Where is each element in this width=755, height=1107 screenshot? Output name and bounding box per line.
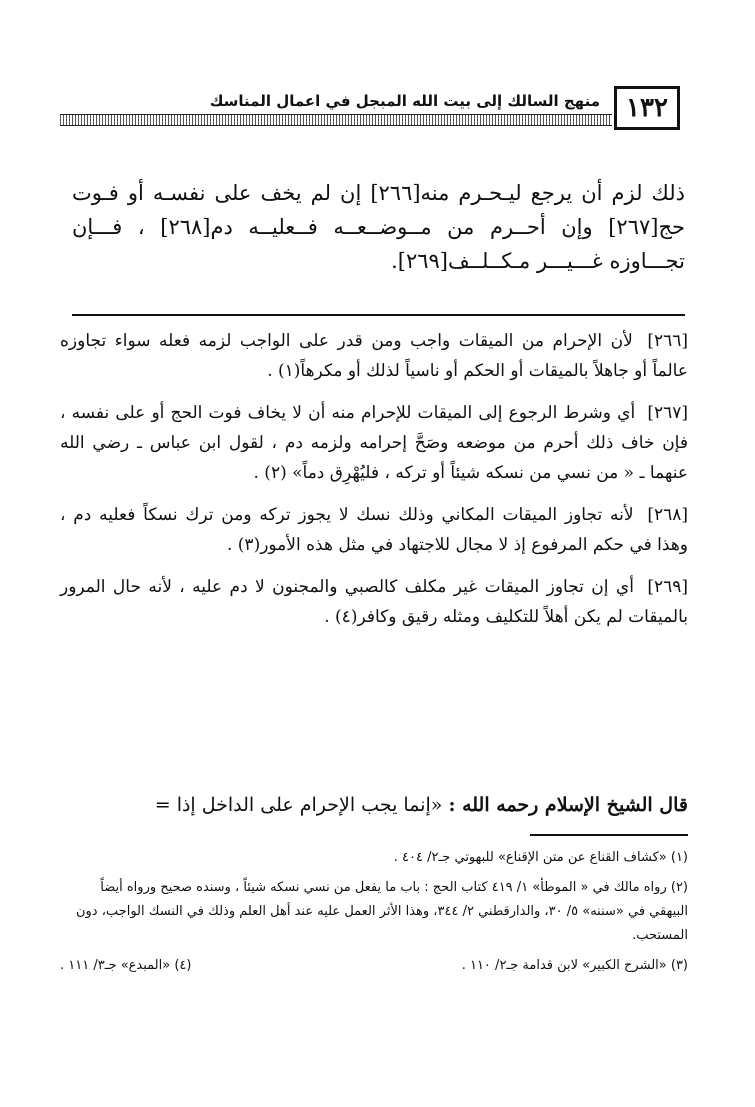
- footnote: (٢) رواه مالك في « الموطأ» ١/ ٤١٩ كتاب الحج : باب ما يفعل من نسي نسكه شيئاً ، وسنده صحيح ورواه أيضاً البيهقي في «سننه» ٥/ ٣٠، والدارقطني ٢/ ٣٤٤، وهذا الأثر العمل عليه عند أهل العلم وذلك في النسك الواجب، دون المستحب.: [75, 880, 688, 943]
- footnote-divider: [530, 834, 688, 836]
- main-text-line: تجـــاوزه غـــيـــر مـكــلــف[٢٦٩].: [391, 249, 685, 273]
- header-rule: [60, 114, 612, 126]
- note-text: أي وشرط الرجوع إلى الميقات للإحرام منه أن لا يخاف فوت الحج أو على نفسه ، فإن خاف ذلك أحرم من موضعه وصَحَّ إحرامه ولزمه دم ، لقول ابن عباس ـ رضي الله عنهما ـ « من نسي من نسكه شيئاً أو تركه ، فليُهْرِق دماً» (٢) .: [60, 403, 688, 483]
- note-text: لأنه تجاوز الميقات المكاني وذلك نسك لا يجوز تركه ومن ترك نسكاً فعليه دم ، وهذا في حكم المرفوع إذ لا مجال للاجتهاد في مثل هذه الأمور(٣) .: [60, 505, 688, 555]
- note-number: [٢٦٧]: [647, 403, 689, 423]
- page-header: [60, 86, 680, 134]
- footnote: (٤) «المبدع» جـ٣/ ١١١ .: [60, 958, 192, 973]
- note-text: أي إن تجاوز الميقات غير مكلف كالصبي والمجنون لا دم عليه ، لأنه حال المرور بالميقات لم يكن أهلاً للتكليف ومثله رقيق وكافر(٤) .: [60, 577, 688, 627]
- note-text: لأن الإحرام من الميقات واجب ومن قدر على الواجب لزمه فعله سواء تجاوزه عالماً أو جاهلاً بالميقات أو الحكم أو ناسياً لذلك أو مكرهاً(١) .: [60, 331, 688, 381]
- footnote: (٣) «الشرح الكبير» لابن قدامة جـ٢/ ١١٠ .: [461, 958, 688, 973]
- section-divider: [72, 314, 685, 316]
- closing-text: «إنما يجب الإحرام على الداخل إذا =: [154, 794, 449, 816]
- closing-lead: قال الشيخ الإسلام رحمه الله :: [448, 794, 688, 816]
- closing-paragraph: [60, 790, 688, 820]
- footnote-row: [60, 954, 688, 978]
- note-number: [٢٦٩]: [647, 577, 688, 597]
- footnotes: [60, 846, 688, 978]
- commentary-note: [60, 398, 688, 488]
- footnote: (١) «كشاف القناع عن متن الإقناع» للبهوتي جـ٢/ ٤٠٤ .: [393, 850, 688, 865]
- commentary-note: [60, 326, 688, 386]
- page-number-box: ١٣٢: [614, 86, 680, 130]
- commentary-note: [60, 572, 688, 632]
- running-title: منهج السالك إلى بيت الله المبجل في اعمال المناسك: [209, 92, 600, 110]
- note-number: [٢٦٨]: [647, 505, 688, 525]
- commentary-note: [60, 500, 688, 560]
- main-text-line: ذلك لزم أن يرجع ليـحـرم منه[٢٦٦] إن لم يخف على نفسـه أو فـوت: [72, 181, 685, 205]
- note-number: [٢٦٦]: [647, 331, 688, 351]
- commentary-notes: [60, 326, 688, 644]
- main-text-line: حج[٢٦٧] وإن أحــرم من مــوضــعــه فــعليــه دم[٢٦٨] ، فـــإن: [72, 215, 685, 239]
- main-text: [72, 176, 685, 278]
